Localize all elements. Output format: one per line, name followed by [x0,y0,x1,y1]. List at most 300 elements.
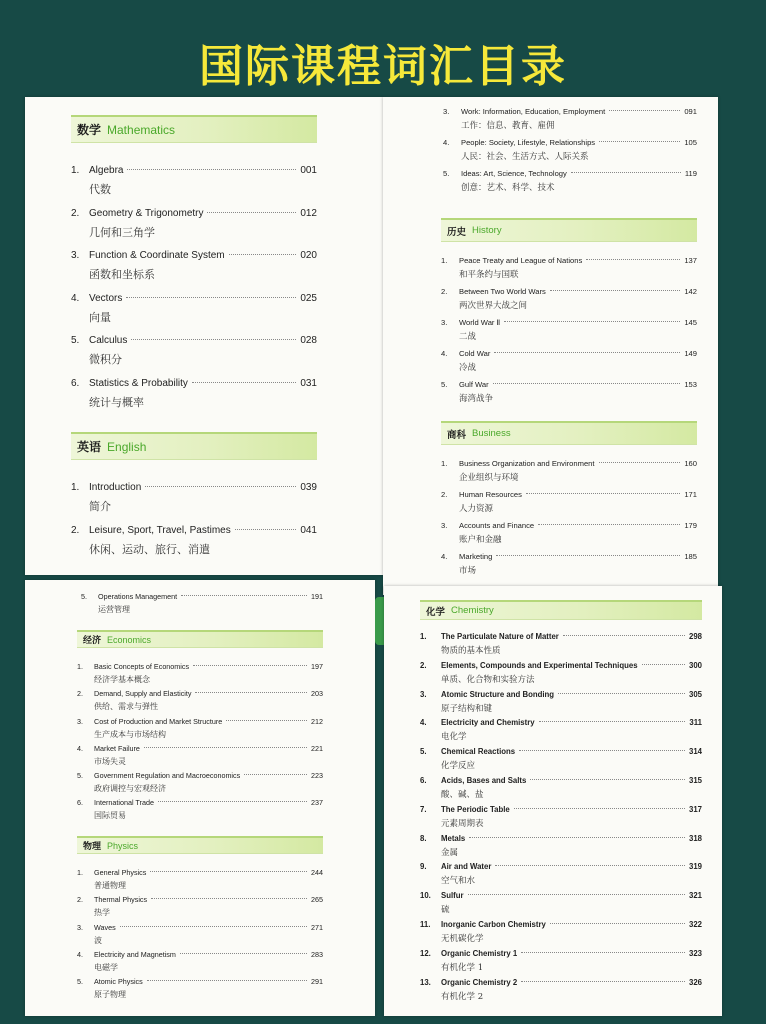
entry-body [441,718,702,747]
entry-page-number: 203 [311,689,323,699]
entry-number: 2. [441,490,448,499]
section-title-zh: 数学 [77,123,102,137]
entry-page-number: 028 [300,335,317,346]
section-title-zh: 经济 [83,635,102,645]
entry-body [94,662,323,689]
toc-list [77,868,323,1004]
entry-page-number: 142 [684,287,697,296]
entry-page-number: 300 [688,660,702,670]
toc-entry[interactable] [420,661,702,690]
toc-entry[interactable] [441,552,697,583]
entry-body [441,978,702,1007]
entry-title: Gulf War [459,380,489,389]
section-title-en: History [472,225,502,236]
toc-entry[interactable] [443,107,697,138]
entry-title-zh: 国际贸易 [94,811,126,821]
toc-entry[interactable] [441,256,697,287]
entry-body [94,895,323,922]
toc-entry[interactable] [443,169,697,200]
entry-body [441,747,702,776]
section-header [441,218,697,242]
dot-leader [235,529,297,530]
entry-body [89,293,317,336]
toc-entry[interactable] [420,978,702,1007]
toc-entry[interactable] [77,662,323,689]
toc-entry[interactable] [420,776,702,805]
entry-page-number: 237 [311,798,323,808]
toc-entry[interactable] [71,208,317,251]
dot-leader [599,462,681,463]
entry-body [94,717,323,744]
entry-body [441,661,702,690]
entry-page-number: 317 [688,804,702,814]
section-title-zh: 历史 [447,226,467,238]
entry-number: 6. [420,775,427,785]
entry-line [94,662,323,671]
dot-leader [180,953,307,954]
entry-title-zh: 市场 [459,566,477,576]
entry-title-zh: 硫 [441,905,450,916]
toc-entry[interactable] [77,798,323,825]
toc-entry[interactable] [420,891,702,920]
toc-list [441,459,697,583]
entry-body [459,521,697,552]
entry-title-zh: 酸、碱、盐 [441,789,484,800]
dot-leader [468,894,685,895]
toc-entry[interactable] [77,950,323,977]
page-top-left [25,97,383,575]
dot-leader [244,774,307,775]
entry-page-number: 001 [300,165,317,176]
entry-title-zh: 二战 [459,332,477,342]
toc-entry[interactable] [71,335,317,378]
entry-number: 5. [77,977,83,987]
entry-title-zh: 创意：艺术、科学、技术 [461,183,555,193]
entry-line [441,747,702,756]
entry-title: Organic Chemistry 2 [441,977,518,987]
entry-title: Atomic Structure and Bonding [441,689,555,699]
entry-number: 4. [443,138,450,147]
entry-line [441,862,702,871]
toc-entry[interactable] [71,165,317,208]
entry-title: Accounts and Finance [459,521,535,530]
dot-leader [147,980,307,981]
entry-body [98,592,323,619]
dot-leader [530,779,685,780]
entry-title: Thermal Physics [94,895,148,905]
entry-page-number: 221 [311,743,323,753]
dot-leader [131,339,296,340]
toc-entry[interactable] [81,592,323,619]
entry-page-number: 153 [684,380,697,389]
dot-leader [514,808,685,809]
entry-title: Metals [441,833,466,843]
entry-number: 2. [77,895,83,905]
section-business-continued [81,592,323,619]
dot-leader [193,665,307,666]
entry-title: Vectors [89,292,123,304]
section-title-en: Chemistry [451,605,494,616]
dot-leader [144,747,307,748]
entry-title-zh: 简介 [89,500,111,513]
entry-line [98,592,323,601]
entry-page-number: 119 [684,169,697,178]
entry-page-number: 315 [688,775,702,785]
entry-page-number: 314 [688,747,702,757]
entry-number: 8. [420,833,427,843]
entry-page-number: 149 [684,349,697,358]
entry-line [459,521,697,530]
entry-title: Work: Information, Education, Employment [461,107,606,116]
entry-line [89,378,317,389]
section-title-en: Mathematics [107,122,176,137]
dot-leader [126,297,296,298]
entry-page-number: 191 [311,592,323,601]
entry-line [441,632,702,641]
entry-title: Algebra [89,165,124,176]
entry-page-number: 179 [684,521,697,530]
dot-leader [571,172,681,173]
entry-title-zh: 政府调控与宏观经济 [94,784,166,794]
entry-title: The Periodic Table [441,804,510,814]
toc-entry[interactable] [77,923,323,950]
toc-list [441,256,697,411]
entry-title-zh: 电磁学 [94,962,118,972]
entry-title-zh: 海湾战争 [459,394,494,404]
toc-entry[interactable] [441,490,697,521]
section-history [441,218,697,411]
entry-body [94,950,323,977]
entry-title: International Trade [94,798,154,808]
entry-body [89,250,317,293]
toc-entry[interactable] [441,521,697,552]
toc-entry[interactable] [77,977,323,1004]
entry-number: 6. [77,798,83,808]
section-chemistry [420,600,702,1006]
entry-number: 2. [71,524,80,536]
entry-line [441,805,702,814]
entry-page-number: 223 [311,771,323,781]
entry-title-zh: 账户和金融 [459,535,502,545]
entry-number: 3. [71,250,80,261]
entry-number: 2. [420,660,427,670]
dot-leader [494,352,680,353]
entry-title-zh: 金属 [441,847,459,858]
dot-leader [495,865,685,866]
entry-body [459,490,697,521]
entry-line [89,208,317,219]
dot-leader [504,321,680,322]
toc-entry[interactable] [420,834,702,863]
section-economics [77,630,323,826]
entry-line [94,798,323,807]
entry-number: 4. [71,292,80,304]
section-header [71,115,317,143]
entry-number: 1. [77,868,83,877]
entry-number: 5. [71,335,80,346]
entry-line [441,690,702,699]
entry-page-number: 091 [684,107,697,116]
entry-title: Government Regulation and Macroeconomics [94,771,241,781]
entry-title-zh: 原子物理 [94,990,126,1000]
entry-line [94,744,323,753]
dot-leader [145,486,296,487]
toc-entry[interactable] [441,318,697,349]
entry-body [441,805,702,834]
toc-entry[interactable] [71,482,317,525]
toc-entry[interactable] [441,349,697,380]
entry-title: Inorganic Carbon Chemistry [441,919,546,929]
dot-leader [586,259,680,260]
toc-entry[interactable] [420,920,702,949]
section-header [77,836,323,854]
entry-number: 3. [420,689,427,699]
entry-title-zh: 向量 [89,310,111,324]
entry-line [459,256,697,265]
toc-list [420,632,702,1006]
entry-number: 9. [420,862,427,872]
toc-list [71,482,317,567]
entry-body [459,318,697,349]
entry-line [461,138,697,147]
page-bottom-left [25,580,375,1016]
entry-body [94,798,323,825]
entry-title: Cold War [459,349,491,358]
entry-number: 1. [441,256,448,265]
dot-leader [226,720,307,721]
entry-number: 4. [441,349,448,358]
toc-entry[interactable] [420,718,702,747]
entry-title-zh: 热学 [94,908,110,918]
dot-leader [150,871,307,872]
entry-line [94,950,323,959]
entry-body [461,138,697,169]
entry-line [441,920,702,929]
entry-body [94,923,323,950]
entry-page-number: 298 [688,632,702,641]
entry-title: Chemical Reactions [441,747,516,757]
entry-title-zh: 代数 [89,183,111,196]
entry-title-zh: 原子结构和键 [441,703,493,714]
entry-title: Peace Treaty and League of Nations [459,256,583,265]
toc-entry[interactable] [420,747,702,776]
entry-title: Waves [94,922,116,932]
entry-title: People: Society, Lifestyle, Relationships [461,138,596,147]
entry-number: 1. [441,459,448,468]
entry-title: Marketing [459,552,493,561]
entry-title-zh: 物质的基本性质 [441,646,501,656]
entry-title: Operations Management [98,592,178,601]
entry-number: 5. [77,771,83,781]
dot-leader [521,981,685,982]
entry-title-zh: 电化学 [441,732,467,743]
entry-line [441,891,702,900]
entry-line [94,771,323,780]
toc-entry[interactable] [420,805,702,834]
entry-number: 4. [77,743,83,753]
toc-list [443,107,697,200]
entry-line [94,868,323,877]
entry-number: 11. [420,919,431,929]
entry-body [94,689,323,716]
entry-body [459,349,697,380]
entry-title: Organic Chemistry 1 [441,948,518,958]
entry-title-zh: 休闲、运动、旅行、消遣 [89,542,210,556]
dot-leader [538,524,680,525]
dot-leader [151,898,307,899]
entry-title: Geometry & Trigonometry [89,207,204,219]
entry-title-zh: 元素周期表 [441,818,484,829]
dot-leader [550,290,681,291]
entry-title: Sulfur [441,891,464,901]
entry-page-number: 291 [311,977,323,987]
toc-entry[interactable] [77,689,323,716]
entry-body [89,208,317,251]
entry-line [89,250,317,261]
entry-body [89,482,317,525]
toc-entry[interactable] [420,690,702,719]
entry-title-zh: 化学反应 [441,761,476,772]
entry-number: 1. [71,482,80,493]
page-bottom-right [384,586,722,1016]
toc-entry[interactable] [71,378,317,421]
page-top-right [383,97,718,595]
section-title-en: Economics [107,634,152,645]
toc-entry[interactable] [441,380,697,411]
entry-title-zh: 经济学基本概念 [94,675,150,684]
toc-entry[interactable] [420,949,702,978]
toc-entry[interactable] [77,717,323,744]
toc-entry[interactable] [420,862,702,891]
entry-number: 4. [420,718,427,728]
section-title-en: Business [472,428,511,439]
entry-number: 6. [71,377,80,389]
entry-title: Basic Concepts of Economics [94,662,190,671]
toc-entry[interactable] [71,250,317,293]
dot-leader [158,801,307,802]
page-title: 国际课程词汇目录 [199,41,567,92]
entry-number: 10. [420,891,431,901]
toc-entry[interactable] [420,632,702,661]
entry-title-zh: 市场失灵 [94,756,126,766]
entry-title: The Particulate Nature of Matter [441,632,559,641]
entry-title-zh: 两次世界大战之间 [459,301,528,311]
entry-body [461,169,697,200]
entry-title-zh: 企业组织与环境 [459,473,519,483]
entry-number: 1. [77,662,83,671]
entry-page-number: 305 [688,689,702,699]
toc-entry[interactable] [77,744,323,771]
entry-title: Business Organization and Environment [459,459,595,468]
toc-list [71,165,317,420]
entry-page-number: 137 [684,256,697,265]
entry-title-zh: 普通物理 [94,881,126,890]
entry-title: Human Resources [459,490,522,499]
dot-leader [599,141,680,142]
entry-title-zh: 几何和三角学 [89,225,155,239]
entry-title-zh: 生产成本与市场结构 [94,729,166,739]
entry-body [441,920,702,949]
toc-entry[interactable] [441,459,697,490]
entry-line [89,335,317,346]
entry-line [94,689,323,698]
entry-body [441,776,702,805]
entry-body [441,949,702,978]
entry-line [459,349,697,358]
entry-body [459,459,697,490]
dot-leader [539,721,686,722]
dot-leader [469,837,685,838]
toc-entry[interactable] [71,525,317,568]
entry-page-number: 145 [684,318,697,327]
toc-entry[interactable] [443,138,697,169]
entry-number: 3. [441,318,448,327]
entry-number: 3. [443,107,450,116]
entry-title-zh: 冷战 [459,363,477,373]
dot-leader [550,923,685,924]
entry-number: 5. [441,380,448,389]
entry-page-number: 321 [688,891,702,901]
entry-body [441,834,702,863]
entry-title: Introduction [89,482,142,493]
toc-entry[interactable] [71,293,317,336]
entry-line [94,977,323,986]
toc-entry[interactable] [77,868,323,895]
section-title-zh: 商科 [447,429,467,441]
dot-leader [519,750,685,751]
entry-title-zh: 工作：信息、教育、雇佣 [461,121,555,131]
entry-number: 5. [81,592,87,601]
entry-title-zh: 运营管理 [98,605,130,614]
toc-list [77,662,323,826]
entry-title-zh: 有机化学 2 [441,991,484,1002]
dot-leader [207,212,296,213]
entry-page-number: 311 [689,718,702,728]
entry-line [89,482,317,493]
entry-number: 2. [77,689,83,699]
entry-title-zh: 人力资源 [459,504,494,514]
toc-entry[interactable] [77,895,323,922]
entry-title-zh: 无机碳化学 [441,933,484,944]
entry-line [94,923,323,932]
entry-line [461,107,697,116]
entry-page-number: 041 [300,524,317,536]
entry-line [94,895,323,904]
entry-number: 7. [420,804,427,814]
dot-leader [642,664,685,665]
entry-title-zh: 函数和坐标系 [89,268,155,281]
entry-number: 13. [420,977,431,987]
dot-leader [526,493,680,494]
entry-page-number: 326 [688,977,702,987]
entry-title-zh: 空气和水 [441,876,476,887]
dot-leader [496,555,680,556]
entry-page-number: 197 [311,662,323,671]
dot-leader [192,382,296,383]
toc-entry[interactable] [77,771,323,798]
entry-body [459,287,697,318]
entry-body [459,380,697,411]
entry-body [89,525,317,568]
entry-line [94,717,323,726]
entry-title-zh: 供给、需求与弹性 [94,702,158,712]
entry-title: Function & Coordinate System [89,250,225,261]
entry-page-number: 322 [688,919,702,929]
entry-number: 3. [77,716,83,726]
toc-entry[interactable] [441,287,697,318]
entry-number: 3. [441,521,448,530]
entry-title: Acids, Bases and Salts [441,775,527,785]
